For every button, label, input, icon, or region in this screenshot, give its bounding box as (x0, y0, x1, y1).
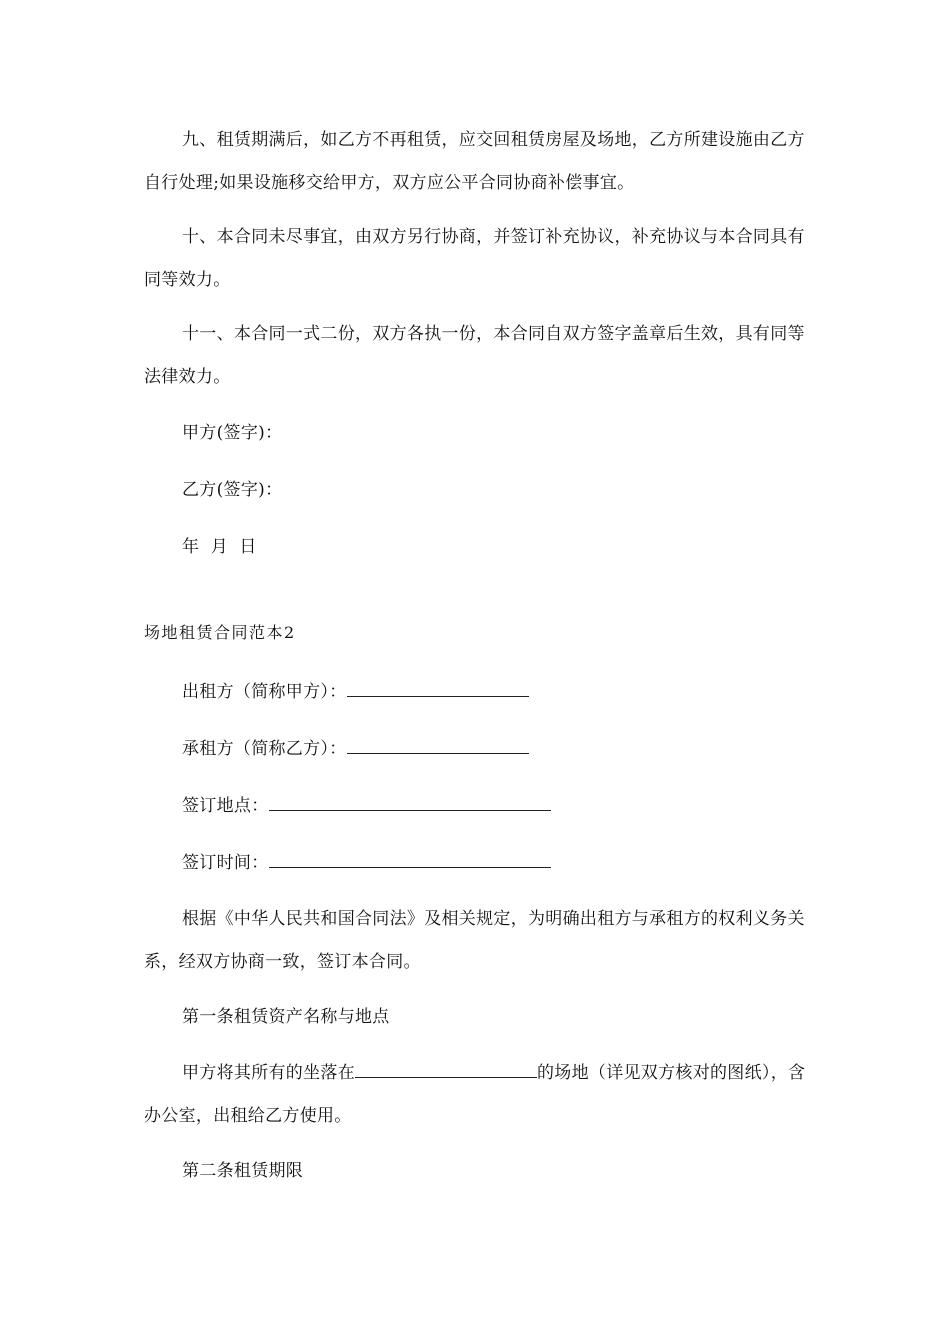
contract-2-title: 场地租赁合同范本2 (144, 623, 296, 642)
preamble: 根据《中华人民共和国合同法》及相关规定，为明确出租方与承租方的权利义务关系，经双方协商一致，签订本合同。 (144, 909, 805, 972)
party-b-signature: 乙方(签字)： (182, 480, 283, 500)
sign-time-blank (269, 849, 551, 868)
clause-ten: 十、本合同未尽事宜，由双方另行协商，并签订补充协议，补充协议与本合同具有同等效力。 (144, 227, 805, 290)
lessor-blank (347, 678, 529, 697)
sign-place-label: 签订地点： (182, 796, 269, 816)
lessee-label: 承租方（简称乙方）： (182, 739, 347, 759)
article-2-title: 第二条租赁期限 (182, 1161, 304, 1181)
location-blank (355, 1059, 537, 1078)
sign-time-label: 签订时间： (182, 853, 269, 873)
party-a-signature: 甲方(签字)： (182, 423, 283, 443)
sign-time-field (182, 849, 551, 876)
article-1-title: 第一条租赁资产名称与地点 (182, 1007, 390, 1027)
lessee-field (182, 735, 529, 762)
lessee-blank (347, 735, 529, 754)
sign-place-field (182, 792, 551, 819)
lessor-field (182, 678, 529, 705)
article-1-text (144, 1052, 814, 1138)
article-1-text-before: 甲方将其所有的坐落在 (182, 1063, 355, 1083)
clause-nine: 九、租赁期满后，如乙方不再租赁，应交回租赁房屋及场地，乙方所建设施由乙方自行处理;如果设施移交给甲方，双方应公平合同协商补偿事宜。 (144, 130, 805, 193)
article-1-text-after: 的场地（详见双方核对的图纸），含办公室，出租给乙方使用。 (144, 1063, 806, 1126)
sign-place-blank (269, 792, 551, 811)
signature-date: 年 月 日 (182, 537, 257, 557)
lessor-label: 出租方（简称甲方）： (182, 682, 347, 702)
clause-eleven: 十一、本合同一式二份，双方各执一份，本合同自双方签字盖章后生效，具有同等法律效力。 (144, 324, 805, 387)
